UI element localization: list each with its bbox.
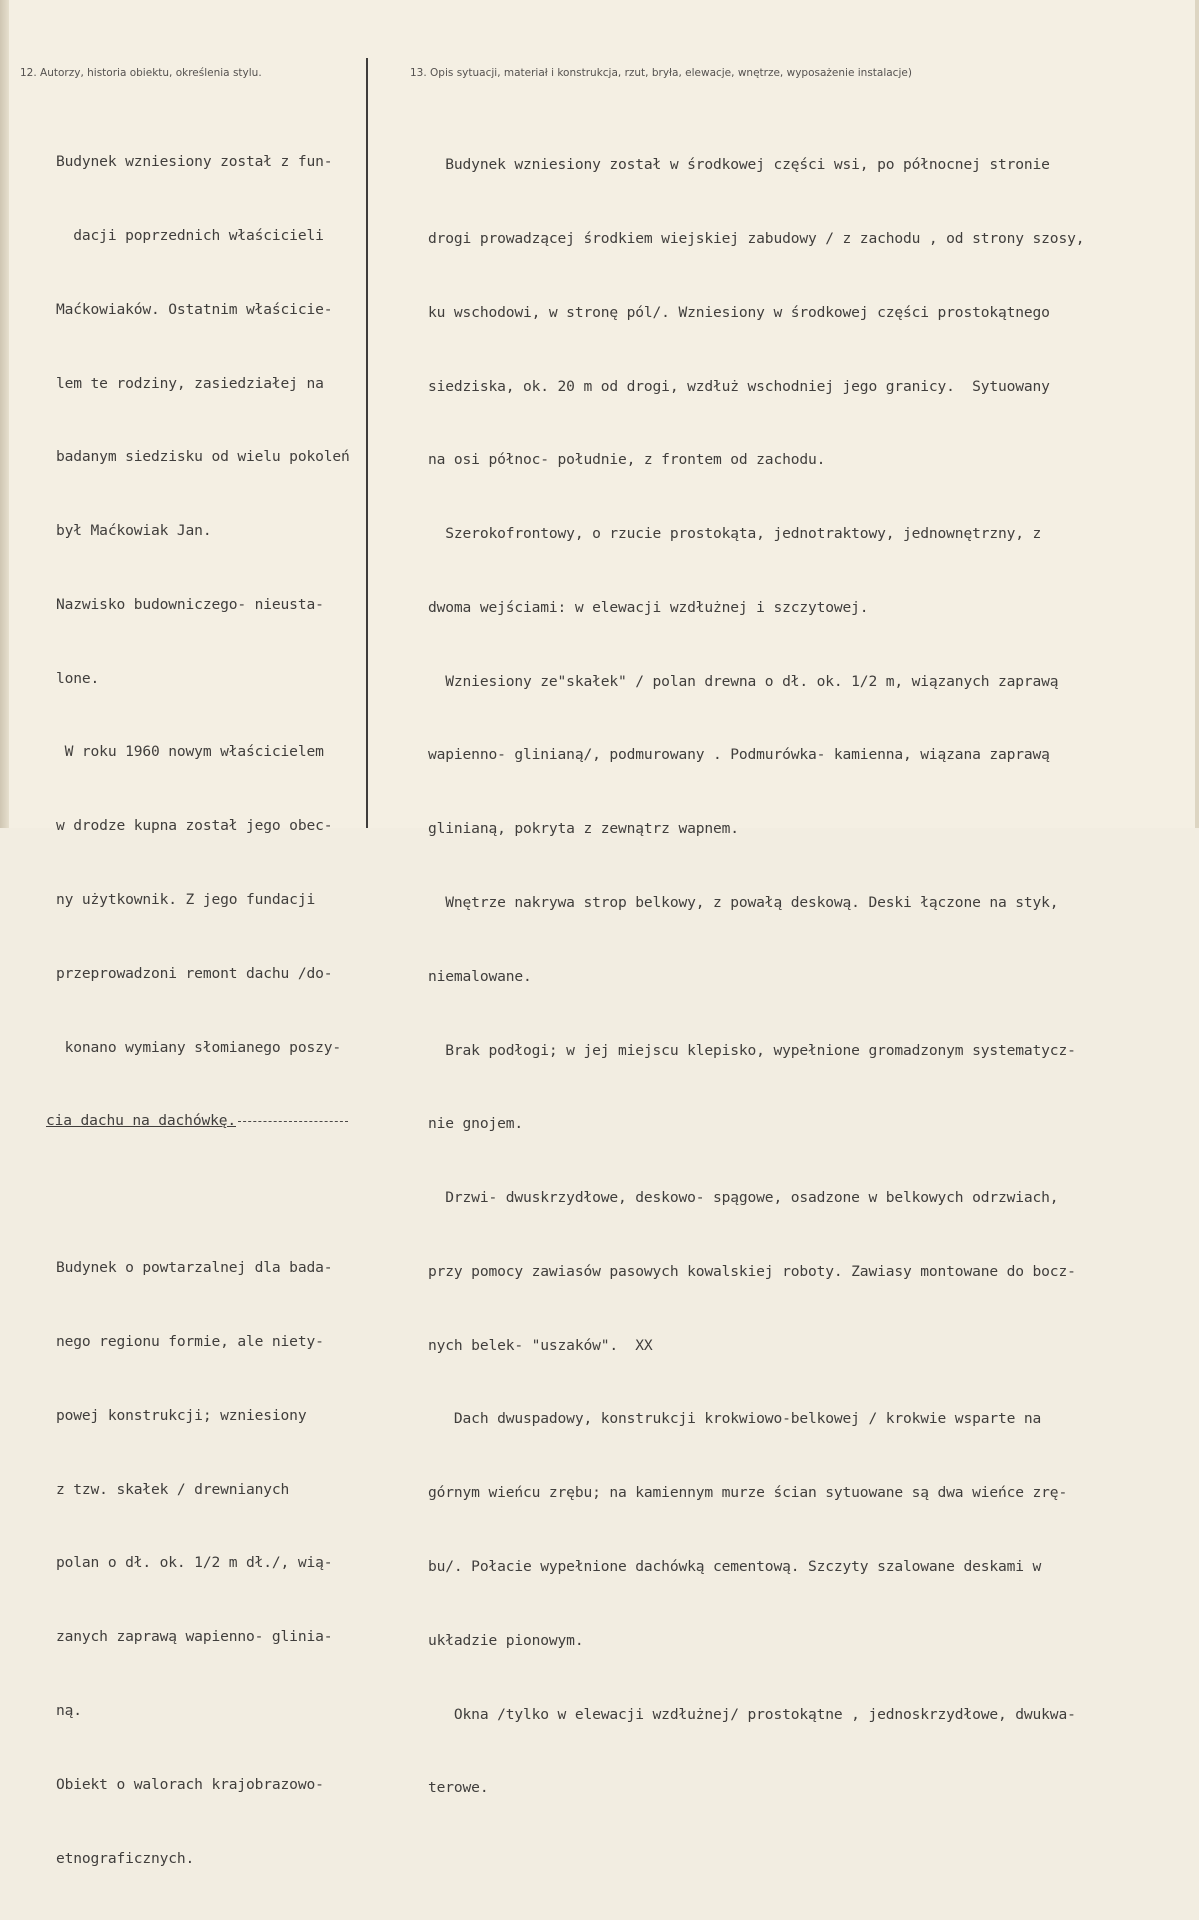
text-line: Budynek wzniesiony został z fun-	[56, 153, 333, 171]
text-line: układzie pionowym.	[428, 1631, 584, 1649]
text-line: W roku 1960 nowym właścicielem	[56, 743, 324, 761]
text-line: niemalowane.	[428, 967, 532, 985]
text-line: górnym wieńcu zrębu; na kamiennym murze ścian sytuowane są dwa wieńce zrę-	[428, 1484, 1068, 1502]
text-line: Wnętrze nakrywa strop belkowy, z powałą deskową. Deski łączone na styk,	[428, 894, 1059, 911]
text-line: konano wymiany słomianego poszy-	[56, 1038, 341, 1056]
text-line: lem te rodziny, zasiedziałej na	[56, 374, 324, 392]
text-line: polan o dł. ok. 1/2 m dł./, wią-	[56, 1554, 333, 1572]
text-line: Nazwisko budowniczego- nieusta-	[56, 595, 324, 613]
text-line: terowe.	[428, 1779, 489, 1797]
right-column-text	[428, 104, 1084, 1850]
text-line: wapienno- glinianą/, podmurowany . Podmurówka- kamienna, wiązana zaprawą	[428, 746, 1050, 764]
right-column-header: 13. Opis sytuacji, materiał i konstrukcja, rzut, bryła, elewacje, wnętrze, wyposażenie instalacje)	[410, 67, 912, 79]
paragraph-gap	[56, 1183, 350, 1207]
text-line: Brak podłogi; w jej miejscu klepisko, wypełnione gromadzonym systematycz-	[428, 1041, 1076, 1059]
text-line: lone.	[56, 669, 100, 687]
text-line: cia dachu na dachówkę.	[46, 1109, 350, 1134]
text-line: powej konstrukcji; wzniesiony	[56, 1406, 307, 1424]
text-line: Okna /tylko w elewacji wzdłużnej/ prostokątne , jednoskrzydłowe, dwukwa-	[428, 1705, 1076, 1723]
text-line: badanym siedzisku od wielu pokoleń	[56, 448, 350, 466]
left-column-text	[46, 101, 350, 1920]
text-line: przy pomocy zawiasów pasowych kowalskiej roboty. Zawiasy montowane do bocz-	[428, 1262, 1076, 1280]
text-line: nych belek- "uszaków". XX	[428, 1336, 653, 1354]
text-line: był Maćkowiak Jan.	[56, 522, 212, 540]
text-line: nego regionu formie, ale niety-	[56, 1333, 324, 1351]
text-line: ną.	[56, 1702, 82, 1719]
text-line: Drzwi- dwuskrzydłowe, deskowo- spągowe, osadzone w belkowych odrzwiach,	[428, 1189, 1059, 1207]
text-line: na osi północ- południe, z frontem od zachodu.	[428, 451, 826, 469]
text-line: glinianą, pokryta z zewnątrz wapnem.	[428, 820, 739, 838]
text-line: drogi prowadzącej środkiem wiejskiej zabudowy / z zachodu , od strony szosy,	[428, 229, 1085, 247]
text-line: Budynek o powtarzalnej dla bada-	[56, 1259, 333, 1277]
text-line: Szerokofrontowy, o rzucie prostokąta, jednotraktowy, jednownętrzny, z	[428, 525, 1042, 543]
text-line: etnograficznych.	[56, 1849, 195, 1867]
page-binding-edge	[0, 0, 9, 828]
left-column-header: 12. Autorzy, historia obiektu, określenia stylu.	[20, 67, 262, 79]
text-line: Dach dwuspadowy, konstrukcji krokwiowo-belkowej / krokwie wsparte na	[428, 1410, 1042, 1428]
text-line: Obiekt o walorach krajobrazowo-	[56, 1775, 324, 1793]
text-line: ny użytkownik. Z jego fundacji	[56, 891, 316, 908]
text-line: dacji poprzednich właścicieli	[56, 226, 324, 244]
text-line: ku wschodowi, w stronę pól/. Wzniesiony w środkowej części prostokątnego	[428, 303, 1050, 321]
page-right-edge	[1195, 0, 1199, 828]
text-line: w drodze kupna został jego obec-	[56, 817, 333, 835]
text-line: z tzw. skałek / drewnianych	[56, 1480, 290, 1498]
text-line: Budynek wzniesiony został w środkowej części wsi, po północnej stronie	[428, 156, 1050, 174]
text-line: zanych zaprawą wapienno- glinia-	[56, 1628, 333, 1646]
text-line: siedziska, ok. 20 m od drogi, wzdłuż wschodniej jego granicy. Sytuowany	[428, 377, 1050, 395]
text-line: nie gnojem.	[428, 1115, 523, 1133]
text-line: dwoma wejściami: w elewacji wzdłużnej i szczytowej.	[428, 598, 869, 616]
text-line: Wzniesiony ze"skałek" / polan drewna o dł. ok. 1/2 m, wiązanych zaprawą	[428, 672, 1059, 690]
text-line: bu/. Połacie wypełnione dachówką cementową. Szczyty szalowane deskami w	[428, 1558, 1042, 1576]
text-line: Maćkowiaków. Ostatnim właścicie-	[56, 300, 333, 318]
text-line: przeprowadzoni remont dachu /do-	[56, 964, 333, 982]
column-divider	[366, 58, 368, 828]
